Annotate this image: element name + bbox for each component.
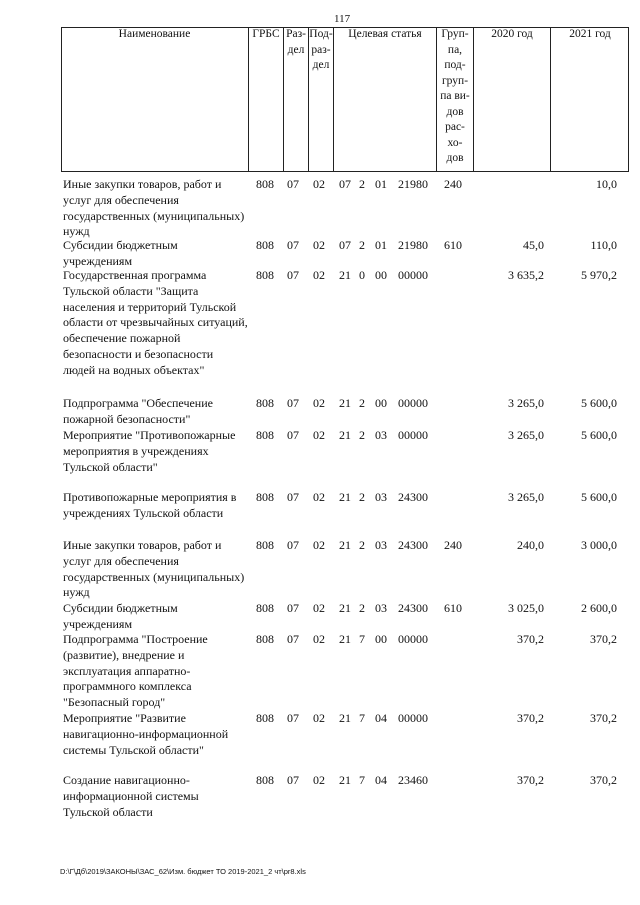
row-grbs: 808 — [256, 490, 274, 504]
header-expense-group-line: груп- — [441, 74, 469, 87]
row-target-article-subprogram: 2 — [359, 538, 365, 552]
row-target-article-event: 03 — [375, 490, 387, 504]
row-target-article-program: 21 — [339, 711, 351, 725]
header-razdel-line: дел — [287, 43, 305, 56]
row-amount-2021: 2 600,0 — [581, 601, 617, 615]
row-podrazdel: 02 — [313, 177, 325, 191]
row-target-article-subprogram: 7 — [359, 632, 365, 646]
row-amount-2021: 110,0 — [590, 238, 617, 252]
row-target-article-program: 07 — [339, 238, 351, 252]
row-amount-2021: 5 600,0 — [581, 396, 617, 410]
row-grbs: 808 — [256, 238, 274, 252]
row-target-article-code: 21980 — [398, 177, 428, 191]
row-amount-2020: 3 635,2 — [508, 268, 544, 282]
row-target-article-program: 21 — [339, 490, 351, 504]
row-podrazdel: 02 — [313, 238, 325, 252]
row-target-article-subprogram: 7 — [359, 711, 365, 725]
row-grbs: 808 — [256, 538, 274, 552]
header-expense-group-line: под- — [444, 59, 466, 71]
row-amount-2021: 5 600,0 — [581, 490, 617, 504]
row-target-article-subprogram: 2 — [359, 238, 365, 252]
row-target-article-code: 00000 — [398, 632, 428, 646]
row-podrazdel: 02 — [313, 396, 325, 410]
header-podrazdel-line: дел — [312, 59, 330, 71]
row-target-article-event: 03 — [375, 601, 387, 615]
header-razdel — [283, 27, 308, 172]
row-razdel: 07 — [287, 711, 299, 725]
header-name — [61, 27, 248, 172]
row-grbs: 808 — [256, 396, 274, 410]
row-amount-2020: 3 265,0 — [508, 396, 544, 410]
row-target-article-event: 04 — [375, 711, 387, 725]
header-expense-group-line: рас- — [445, 121, 465, 133]
row-amount-2021: 5 970,2 — [581, 268, 617, 282]
row-target-article-subprogram: 0 — [359, 268, 365, 282]
row-name: Подпрограмма "Обеспечение пожарной безопасности" — [63, 396, 213, 426]
row-target-article-subprogram: 2 — [359, 601, 365, 615]
row-target-article-code: 21980 — [398, 238, 428, 252]
row-target-article-event: 00 — [375, 396, 387, 410]
row-podrazdel: 02 — [313, 632, 325, 646]
row-target-article-code: 24300 — [398, 601, 428, 615]
row-amount-2020: 240,0 — [517, 538, 544, 552]
header-expense-group-line: па, — [447, 43, 463, 56]
table-header — [61, 27, 629, 172]
row-target-article-program: 07 — [339, 177, 351, 191]
row-target-article-subprogram: 2 — [359, 396, 365, 410]
row-amount-2021: 3 000,0 — [581, 538, 617, 552]
row-target-article-code: 00000 — [398, 268, 428, 282]
row-target-article-code: 24300 — [398, 538, 428, 552]
row-name: Мероприятие "Противопожарные мероприятия в учреждениях Тульской области" — [63, 428, 236, 474]
row-target-article-program: 21 — [339, 632, 351, 646]
row-podrazdel: 02 — [313, 490, 325, 504]
file-path-footer: D:\Г\Дб\2019\ЗАКОНЫ\ЗАС_62\Изм. бюджет ТО 2019-2021_2 чт\pr8.xls — [60, 867, 306, 876]
row-razdel: 07 — [287, 632, 299, 646]
row-target-article-code: 00000 — [398, 396, 428, 410]
row-name: Субсидии бюджетным учреждениям — [63, 601, 178, 631]
row-target-article-code: 00000 — [398, 711, 428, 725]
row-amount-2021: 370,2 — [590, 632, 617, 646]
header-podrazdel-line: Под- — [309, 28, 333, 40]
header-expense-group — [436, 27, 473, 172]
row-target-article-subprogram: 7 — [359, 773, 365, 787]
row-target-article-code: 00000 — [398, 428, 428, 442]
row-podrazdel: 02 — [313, 711, 325, 725]
header-year-2021-label: 2021 год — [569, 28, 611, 40]
row-grbs: 808 — [256, 773, 274, 787]
row-amount-2020: 3 025,0 — [508, 601, 544, 615]
row-grbs: 808 — [256, 268, 274, 282]
row-amount-2020: 45,0 — [523, 238, 544, 252]
row-target-article-event: 04 — [375, 773, 387, 787]
header-podrazdel-line: раз- — [311, 43, 331, 56]
row-target-article-subprogram: 2 — [359, 428, 365, 442]
row-target-article-event: 03 — [375, 428, 387, 442]
row-razdel: 07 — [287, 268, 299, 282]
row-name: Мероприятие "Развитие навигационно-информационной системы Тульской области" — [63, 711, 229, 757]
header-expense-group-line: дов — [446, 152, 464, 164]
row-amount-2020: 3 265,0 — [508, 428, 544, 442]
row-amount-2020: 370,2 — [517, 711, 544, 725]
row-razdel: 07 — [287, 773, 299, 787]
row-target-article-program: 21 — [339, 428, 351, 442]
header-expense-group-line: дов — [446, 105, 464, 118]
row-razdel: 07 — [287, 601, 299, 615]
row-razdel: 07 — [287, 396, 299, 410]
row-target-article-program: 21 — [339, 773, 351, 787]
header-grbs — [248, 27, 283, 172]
page-number: 117 — [334, 13, 351, 25]
row-razdel: 07 — [287, 428, 299, 442]
row-podrazdel: 02 — [313, 428, 325, 442]
row-target-article-code: 24300 — [398, 490, 428, 504]
header-razdel-line: Раз- — [286, 28, 306, 40]
row-amount-2020: 370,2 — [517, 773, 544, 787]
header-podrazdel — [308, 27, 333, 172]
row-amount-2021: 10,0 — [596, 177, 617, 191]
row-name: Иные закупки товаров, работ и услуг для обеспечения государственных (муниципальных) нужд — [63, 538, 245, 600]
row-target-article-event: 01 — [375, 177, 387, 191]
row-amount-2020: 370,2 — [517, 632, 544, 646]
row-target-article-event: 01 — [375, 238, 387, 252]
row-name: Противопожарные мероприятия в учреждениях Тульской области — [63, 490, 237, 520]
header-year-2021 — [550, 27, 629, 172]
row-name: Иные закупки товаров, работ и услуг для обеспечения государственных (муниципальных) нужд — [63, 177, 245, 239]
row-amount-2021: 370,2 — [590, 773, 617, 787]
row-target-article-event: 00 — [375, 268, 387, 282]
row-podrazdel: 02 — [313, 601, 325, 615]
row-expense-group: 240 — [444, 538, 462, 552]
row-target-article-subprogram: 2 — [359, 177, 365, 191]
row-target-article-program: 21 — [339, 601, 351, 615]
row-grbs: 808 — [256, 177, 274, 191]
row-razdel: 07 — [287, 177, 299, 191]
row-podrazdel: 02 — [313, 538, 325, 552]
row-podrazdel: 02 — [313, 773, 325, 787]
header-grbs-label: ГРБС — [252, 28, 280, 40]
header-expense-group-line: хо- — [447, 136, 463, 149]
row-name: Подпрограмма "Построение (развитие), внедрение и эксплуатация аппаратно-программного комплекса "Безопасный город" — [63, 632, 208, 710]
row-expense-group: 610 — [444, 601, 462, 615]
header-expense-group-line: па ви- — [440, 90, 470, 102]
row-expense-group: 610 — [444, 238, 462, 252]
row-name: Государственная программа Тульской области "Защита населения и территорий Тульской области от чрезвычайных ситуаций, обеспечение пожарной безопасности и безопасности людей на водных объектах" — [63, 268, 248, 377]
row-target-article-event: 03 — [375, 538, 387, 552]
header-year-2020 — [473, 27, 550, 172]
row-expense-group: 240 — [444, 177, 462, 191]
header-target-article — [333, 27, 436, 172]
row-target-article-program: 21 — [339, 396, 351, 410]
row-name: Создание навигационно-информационной системы Тульской области — [63, 773, 199, 819]
row-grbs: 808 — [256, 711, 274, 725]
row-target-article-program: 21 — [339, 268, 351, 282]
row-name: Субсидии бюджетным учреждениям — [63, 238, 178, 268]
row-target-article-code: 23460 — [398, 773, 428, 787]
row-target-article-program: 21 — [339, 538, 351, 552]
header-expense-group-line: Груп- — [441, 28, 469, 40]
row-target-article-event: 00 — [375, 632, 387, 646]
header-name-label: Наименование — [118, 28, 191, 40]
row-grbs: 808 — [256, 601, 274, 615]
row-amount-2021: 370,2 — [590, 711, 617, 725]
row-target-article-subprogram: 2 — [359, 490, 365, 504]
row-amount-2020: 3 265,0 — [508, 490, 544, 504]
row-razdel: 07 — [287, 538, 299, 552]
row-amount-2021: 5 600,0 — [581, 428, 617, 442]
header-year-2020-label: 2020 год — [491, 28, 533, 40]
row-grbs: 808 — [256, 428, 274, 442]
row-razdel: 07 — [287, 238, 299, 252]
row-razdel: 07 — [287, 490, 299, 504]
row-podrazdel: 02 — [313, 268, 325, 282]
row-grbs: 808 — [256, 632, 274, 646]
header-target-article-label: Целевая статья — [348, 28, 422, 40]
